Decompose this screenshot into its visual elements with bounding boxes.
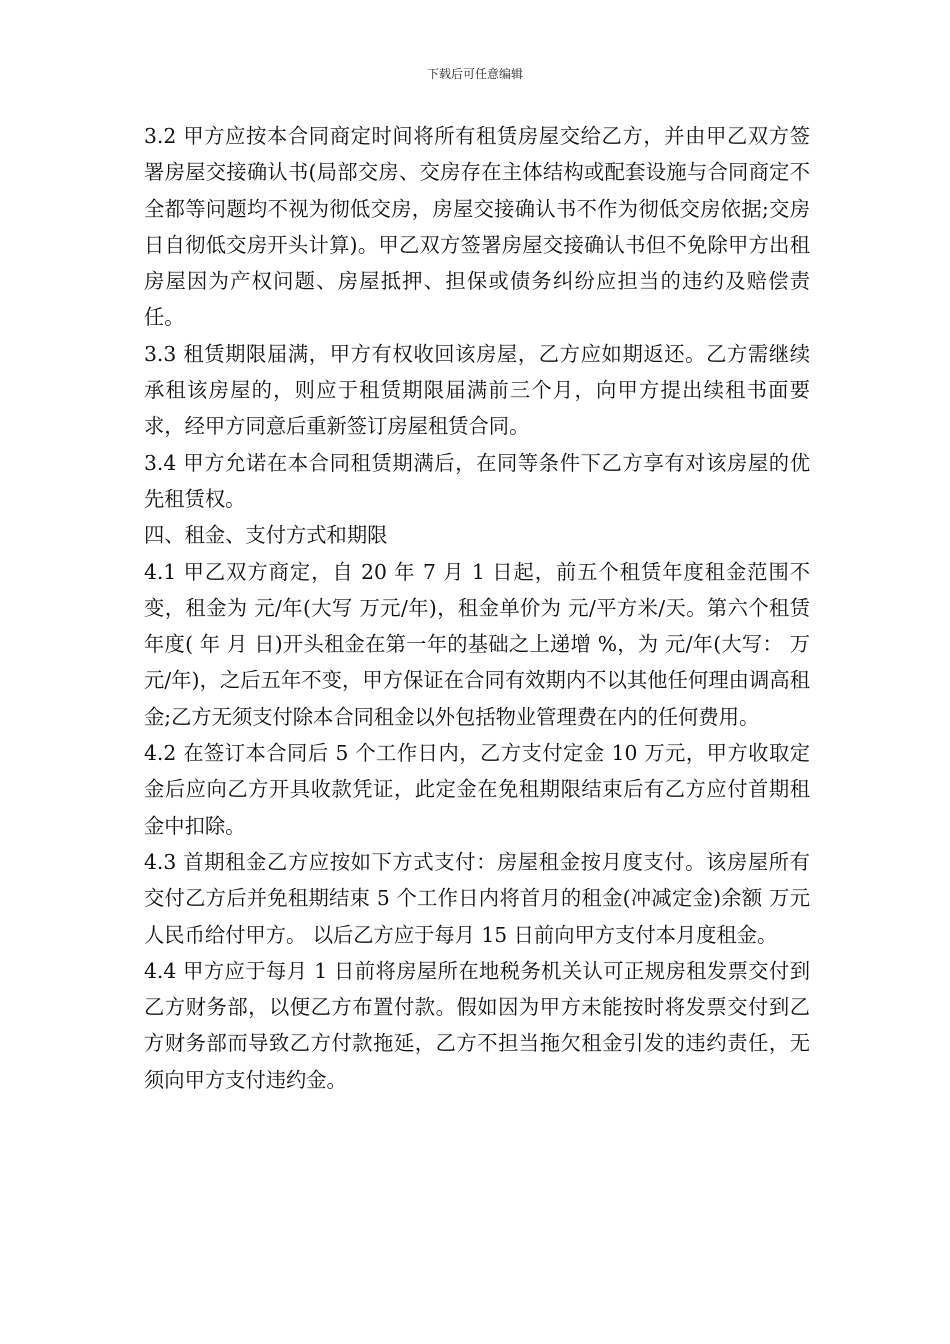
- clause-3-3: 3.3 租赁期限届满，甲方有权收回该房屋，乙方应如期返还。乙方需继续承租该房屋的，则应于租赁期限届满前三个月，向甲方提出续租书面要求，经甲方同意后重新签订房屋租赁合同。: [144, 341, 810, 439]
- page-header: 下载后可任意编辑: [426, 67, 523, 81]
- document-body: [144, 118, 810, 1098]
- clause-3-4: 3.4 甲方允诺在本合同租赁期满后，在同等条件下乙方享有对该房屋的优先租赁权。: [144, 450, 810, 511]
- clause-4-2: 4.2 在签订本合同后 5 个工作日内，乙方支付定金 10 万元，甲方收取定金后应向乙方开具收款凭证，此定金在免租期限结束后有乙方应付首期租金中扣除。: [144, 741, 810, 838]
- clause-4-3: 4.3 首期租金乙方应按如下方式支付：房屋租金按月度支付。该房屋所有交付乙方后并免租期结束 5 个工作日内将首月的租金(冲减定金)余额 万元人民币给付甲方。 以后乙方应于每月 15 日前向甲方支付本月度租金。: [144, 849, 810, 947]
- section-heading-4: 四、租金、支付方式和期限: [144, 523, 388, 548]
- clause-4-4: 4.4 甲方应于每月 1 日前将房屋所在地税务机关认可正规房租发票交付到乙方财务部，以便乙方布置付款。假如因为甲方未能按时将发票交付到乙方财务部而导致乙方付款拖延，乙方不担当拖欠租金引发的违约责任，无须向甲方支付违约金。: [144, 958, 810, 1092]
- clause-3-2: 3.2 甲方应按本合同商定时间将所有租赁房屋交给乙方，并由甲乙双方签署房屋交接确认书(局部交房、交房存在主体结构或配套设施与合同商定不全都等问题均不视为彻低交房，房屋交接确认书不作为彻低交房依据;交房日自彻低交房开头计算)。甲乙双方签署房屋交接确认书但不免除甲方出租房屋因为产权问题、房屋抵押、担保或债务纠纷应担当的违约及赔偿责任。: [144, 124, 810, 330]
- clause-4-1: 4.1 甲乙双方商定，自 20 年 7 月 1 日起，前五个租赁年度租金范围不变，租金为 元/年(大写 万元/年)，租金单价为 元/平方米/天。第六个租赁年度( 年 月 日)开头租金在第一年的基础之上递增 %，为 元/年(大写： 万元/年)，之后五年不变，甲方保证在合同有效期内不以其他任何理由调高租金;乙方无须支付除本合同租金以外包括物业管理费在内的任何费用。: [144, 559, 810, 729]
